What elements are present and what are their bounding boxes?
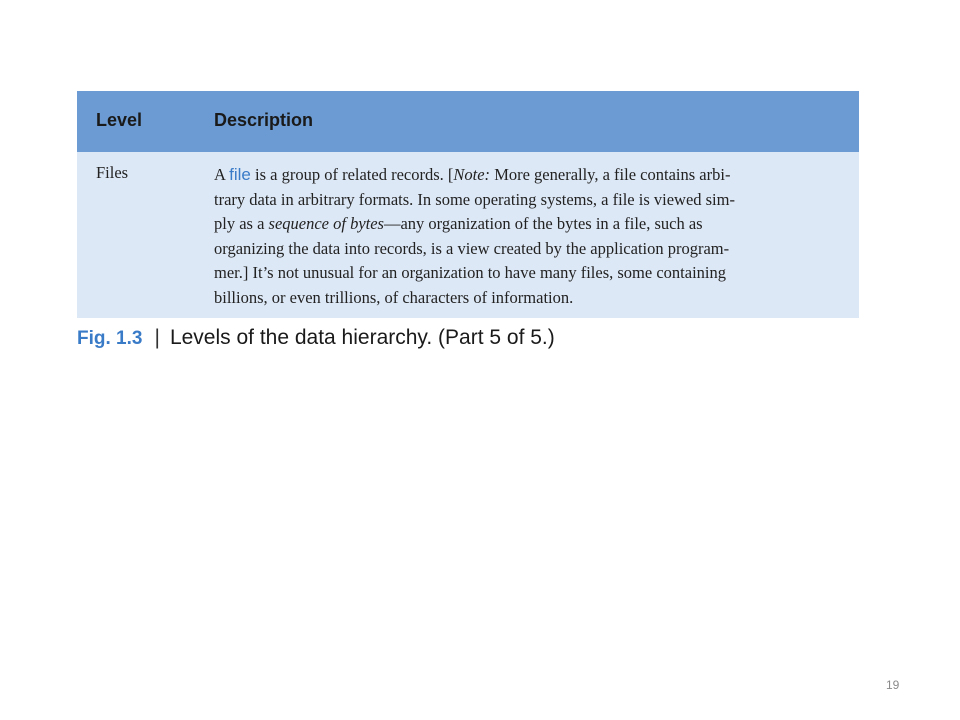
header-description: Description bbox=[214, 110, 314, 130]
text-fragment: A bbox=[214, 165, 230, 184]
row-description-cell bbox=[214, 163, 844, 310]
description-line: trary data in arbitrary formats. In some operating systems, a file is viewed sim- bbox=[214, 189, 735, 209]
sequence-of-bytes-emphasis: sequence of bytes bbox=[268, 214, 384, 233]
figure-caption bbox=[77, 326, 555, 350]
figure-label: Fig. 1.3 bbox=[77, 328, 143, 349]
text-fragment: —any organization of the bytes in a file, such as bbox=[383, 214, 703, 233]
description-line: organizing the data into records, is a view created by the application program- bbox=[214, 238, 730, 258]
caption-text: Levels of the data hierarchy. (Part 5 of 5.) bbox=[169, 326, 555, 349]
table-header bbox=[77, 91, 859, 152]
header-level: Level bbox=[96, 110, 143, 130]
description-line bbox=[214, 212, 844, 237]
text-fragment: ply as a bbox=[214, 214, 269, 233]
caption-separator: | bbox=[154, 326, 160, 349]
term-file: file bbox=[229, 165, 251, 184]
description-line bbox=[214, 163, 844, 188]
data-hierarchy-table bbox=[77, 91, 859, 318]
page-number: 19 bbox=[886, 678, 900, 692]
description-line: mer.] It’s not unusual for an organization to have many files, some containing bbox=[214, 263, 726, 282]
note-label: Note: bbox=[453, 165, 491, 184]
text-fragment: is a group of related records. [ bbox=[250, 165, 454, 184]
text-fragment: More generally, a file contains arbi- bbox=[490, 165, 731, 184]
row-level-cell: Files bbox=[96, 163, 129, 182]
description-line: billions, or even trillions, of characters of information. bbox=[214, 287, 574, 307]
